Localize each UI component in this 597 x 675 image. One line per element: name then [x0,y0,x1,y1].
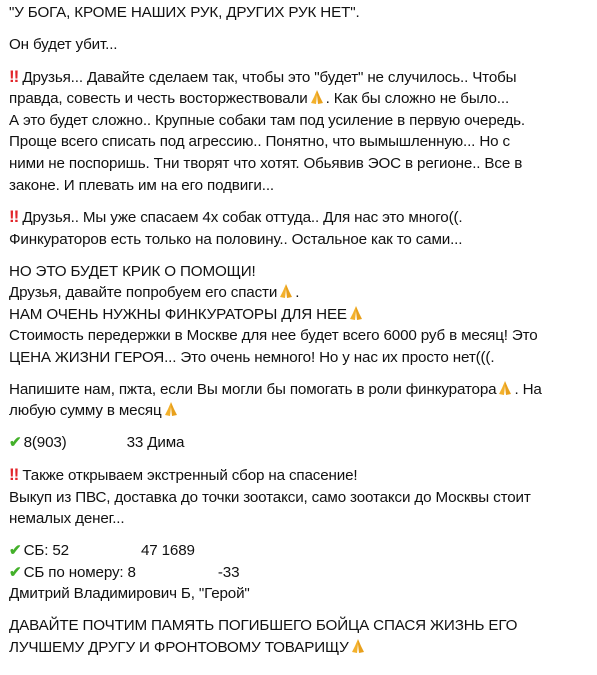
text-line: Выкуп из ПВС, доставка до точки зоотакси, само зоотакси до Москвы стоит [9,488,531,506]
post-title: "У БОГА, КРОМЕ НАШИХ РУК, ДРУГИХ РУК НЕТ". [9,4,360,21]
text-line: !! Также открываем экстренный сбор на спасение! [9,465,358,484]
praying-hands-icon [497,380,513,396]
text-line: немалых денег... [9,510,125,528]
text-line: Напишите нам, пжта, если Вы могли бы помогать в роли финкуратора . На [9,380,542,398]
double-exclamation-icon: !! [9,66,19,86]
check-mark-icon: ✔ [9,434,22,452]
check-mark-icon: ✔ [9,541,22,559]
intro-text: Он будет убит... [9,35,118,53]
post-title-paragraph [9,2,589,24]
text-line: Стоимость передержки в Москве для нее будет всего 6000 руб в месяц! Это [9,327,538,345]
text-line: любую сумму в месяц [9,400,589,422]
redacted-digits [67,436,127,450]
intro-paragraph [9,34,589,56]
paragraph-5 [9,464,589,530]
check-mark-icon: ✔ [9,563,22,581]
text-line: ЦЕНА ЖИЗНИ ГЕРОЯ... Это очень немного! Но у нас их просто нет(((. [9,349,495,367]
card-number[interactable]: ✔ СБ: 52 47 1689 [9,541,195,559]
contact-paragraph [9,432,589,454]
paragraph-2 [9,206,589,250]
text-line: Проще всего списать под агрессию.. Понятно, что вымышленную... Но с [9,133,510,151]
payment-paragraph [9,540,589,605]
praying-hands-icon [278,283,294,299]
contact-phone[interactable]: ✔ 8(903) 33 Дима [9,434,185,452]
text-line: ЛУЧШЕМУ ДРУГУ И ФРОНТОВОМУ ТОВАРИЩУ [9,637,589,659]
text-line: НАМ ОЧЕНЬ НУЖНЫ ФИНКУРАТОРЫ ДЛЯ НЕЕ [9,304,589,326]
text-line: Финкураторов есть только на половину.. Остальное как то сами... [9,230,463,248]
text-line: ДАВАЙТЕ ПОЧТИМ ПАМЯТЬ ПОГИБШЕГО БОЙЦА СПАСЯ ЖИЗНЬ ЕГО [9,616,518,634]
text-line: законе. И плевать им на его подвиги... [9,176,274,194]
paragraph-4 [9,379,589,422]
text-line: НО ЭТО БУДЕТ КРИК О ПОМОЩИ! [9,262,256,280]
praying-hands-icon [350,638,366,654]
praying-hands-icon [163,401,179,417]
praying-hands-icon [309,89,325,105]
praying-hands-icon [348,305,364,321]
redacted-digits [69,544,141,558]
double-exclamation-icon: !! [9,465,19,484]
paragraph-1 [9,66,589,197]
closing-paragraph [9,615,589,658]
redacted-digits [136,566,218,580]
text-line: ними не поспоришь. Тни творят что хотят. Обьявив ЭОС в регионе.. Все в [9,154,523,172]
text-line: А это будет сложно.. Крупные собаки там под усиление в первую очередь. [9,111,525,129]
paragraph-3 [9,261,589,369]
text-line: правда, совесть и честь восторжествовали . Как бы сложно не было... [9,90,510,108]
text-line: Друзья, давайте попробуем его спасти . [9,284,300,302]
payment-phone[interactable]: ✔ СБ по номеру: 8 -33 [9,563,240,581]
double-exclamation-icon: !! [9,207,19,227]
text-line: !! Друзья.. Мы уже спасаем 4х собак оттуда.. Для нас это много((. [9,207,463,227]
payee-name: Дмитрий Владимирович Б, "Герой" [9,585,250,603]
text-line: !! Друзья... Давайте сделаем так, чтобы это "будет" не случилось.. Чтобы [9,66,517,86]
